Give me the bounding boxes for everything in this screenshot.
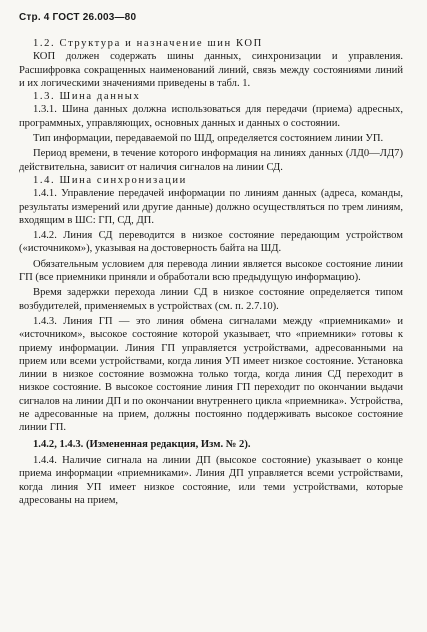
paragraph: Период времени, в течение которого информация на линиях данных (ЛД0—ЛД7) действительна, зависит от наличия сигналов на линии СД. [19, 148, 403, 173]
section-heading-data-bus: 1.3. Шина данных [33, 91, 141, 103]
amendment-note: 1.4.2, 1.4.3. (Измененная редакция, Изм. № 2). [33, 438, 251, 450]
paragraph: 1.3.1. Шина данных должна использоваться для передачи (приема) адресных, программных, управляющих, основных данных и данных о состоянии. [19, 104, 403, 129]
running-head: Стр. 4 ГОСТ 26.003—80 [19, 12, 137, 23]
paragraph: Тип информации, передаваемой по ШД, определяется состоянием линии УП. [33, 133, 384, 145]
paragraph: Время задержки перехода линии СД в низкое состояние определяется типом возбудителей, применяемых в устройствах (см. п. 2.7.10). [19, 287, 403, 312]
section-heading-sync-bus: 1.4. Шина синхронизации [33, 174, 187, 186]
paragraph: КОП должен содержать шины данных, синхронизации и управления. Расшифровка сокращенных наименований линий, связь между состояниями линий и их логическими значениями приведены в табл. 1. [19, 51, 403, 89]
section-heading-structure: 1.2. Структура и назначение шин КОП [33, 38, 263, 49]
paragraph: 1.4.1. Управление передачей информации по линиям данных (адреса, команды, результаты измерений или другие данные) должно осуществляться по трем линиям, входящим в ШС: ГП, СД, ДП. [19, 188, 403, 226]
paragraph: 1.4.2. Линия СД переводится в низкое состояние передающим устройством («источником»), указывая на достоверность байта на ШД. [19, 230, 403, 255]
paragraph: 1.4.3. Линия ГП — это линия обмена сигналами между «приемниками» и «источником», высокое состояние которой указывает, что «приемники» готовы к приему информации. Линия ГП управляется устройствами, адресованными на прием или всеми устройствами, когда линия УП имеет низкое состояние. Установка линии в низкое состояние возможна только тогда, когда линия СД переходит в низкое состояние. В высокое состояние линия ГП переходит по окончании выдачи сигналов на линии ДП и по окончании внутреннего цикла «приемника». Устройства, не адресованные на прием, должны постоянно поддерживать высокое состояние линии ГП. [19, 315, 403, 434]
paragraph: Обязательным условием для перевода линии является высокое состояние линии ГП (все приемники приняли и обработали всю предыдущую информацию). [19, 258, 403, 284]
body-text [19, 37, 403, 507]
paragraph: 1.4.4. Наличие сигнала на линии ДП (высокое состояние) указывает о конце приема информации «приемниками». Линия ДП управляется всеми устройствами, когда линия УП имеет низкое состояние, или теми устройствами, которые адресованы на прием, [19, 454, 403, 506]
